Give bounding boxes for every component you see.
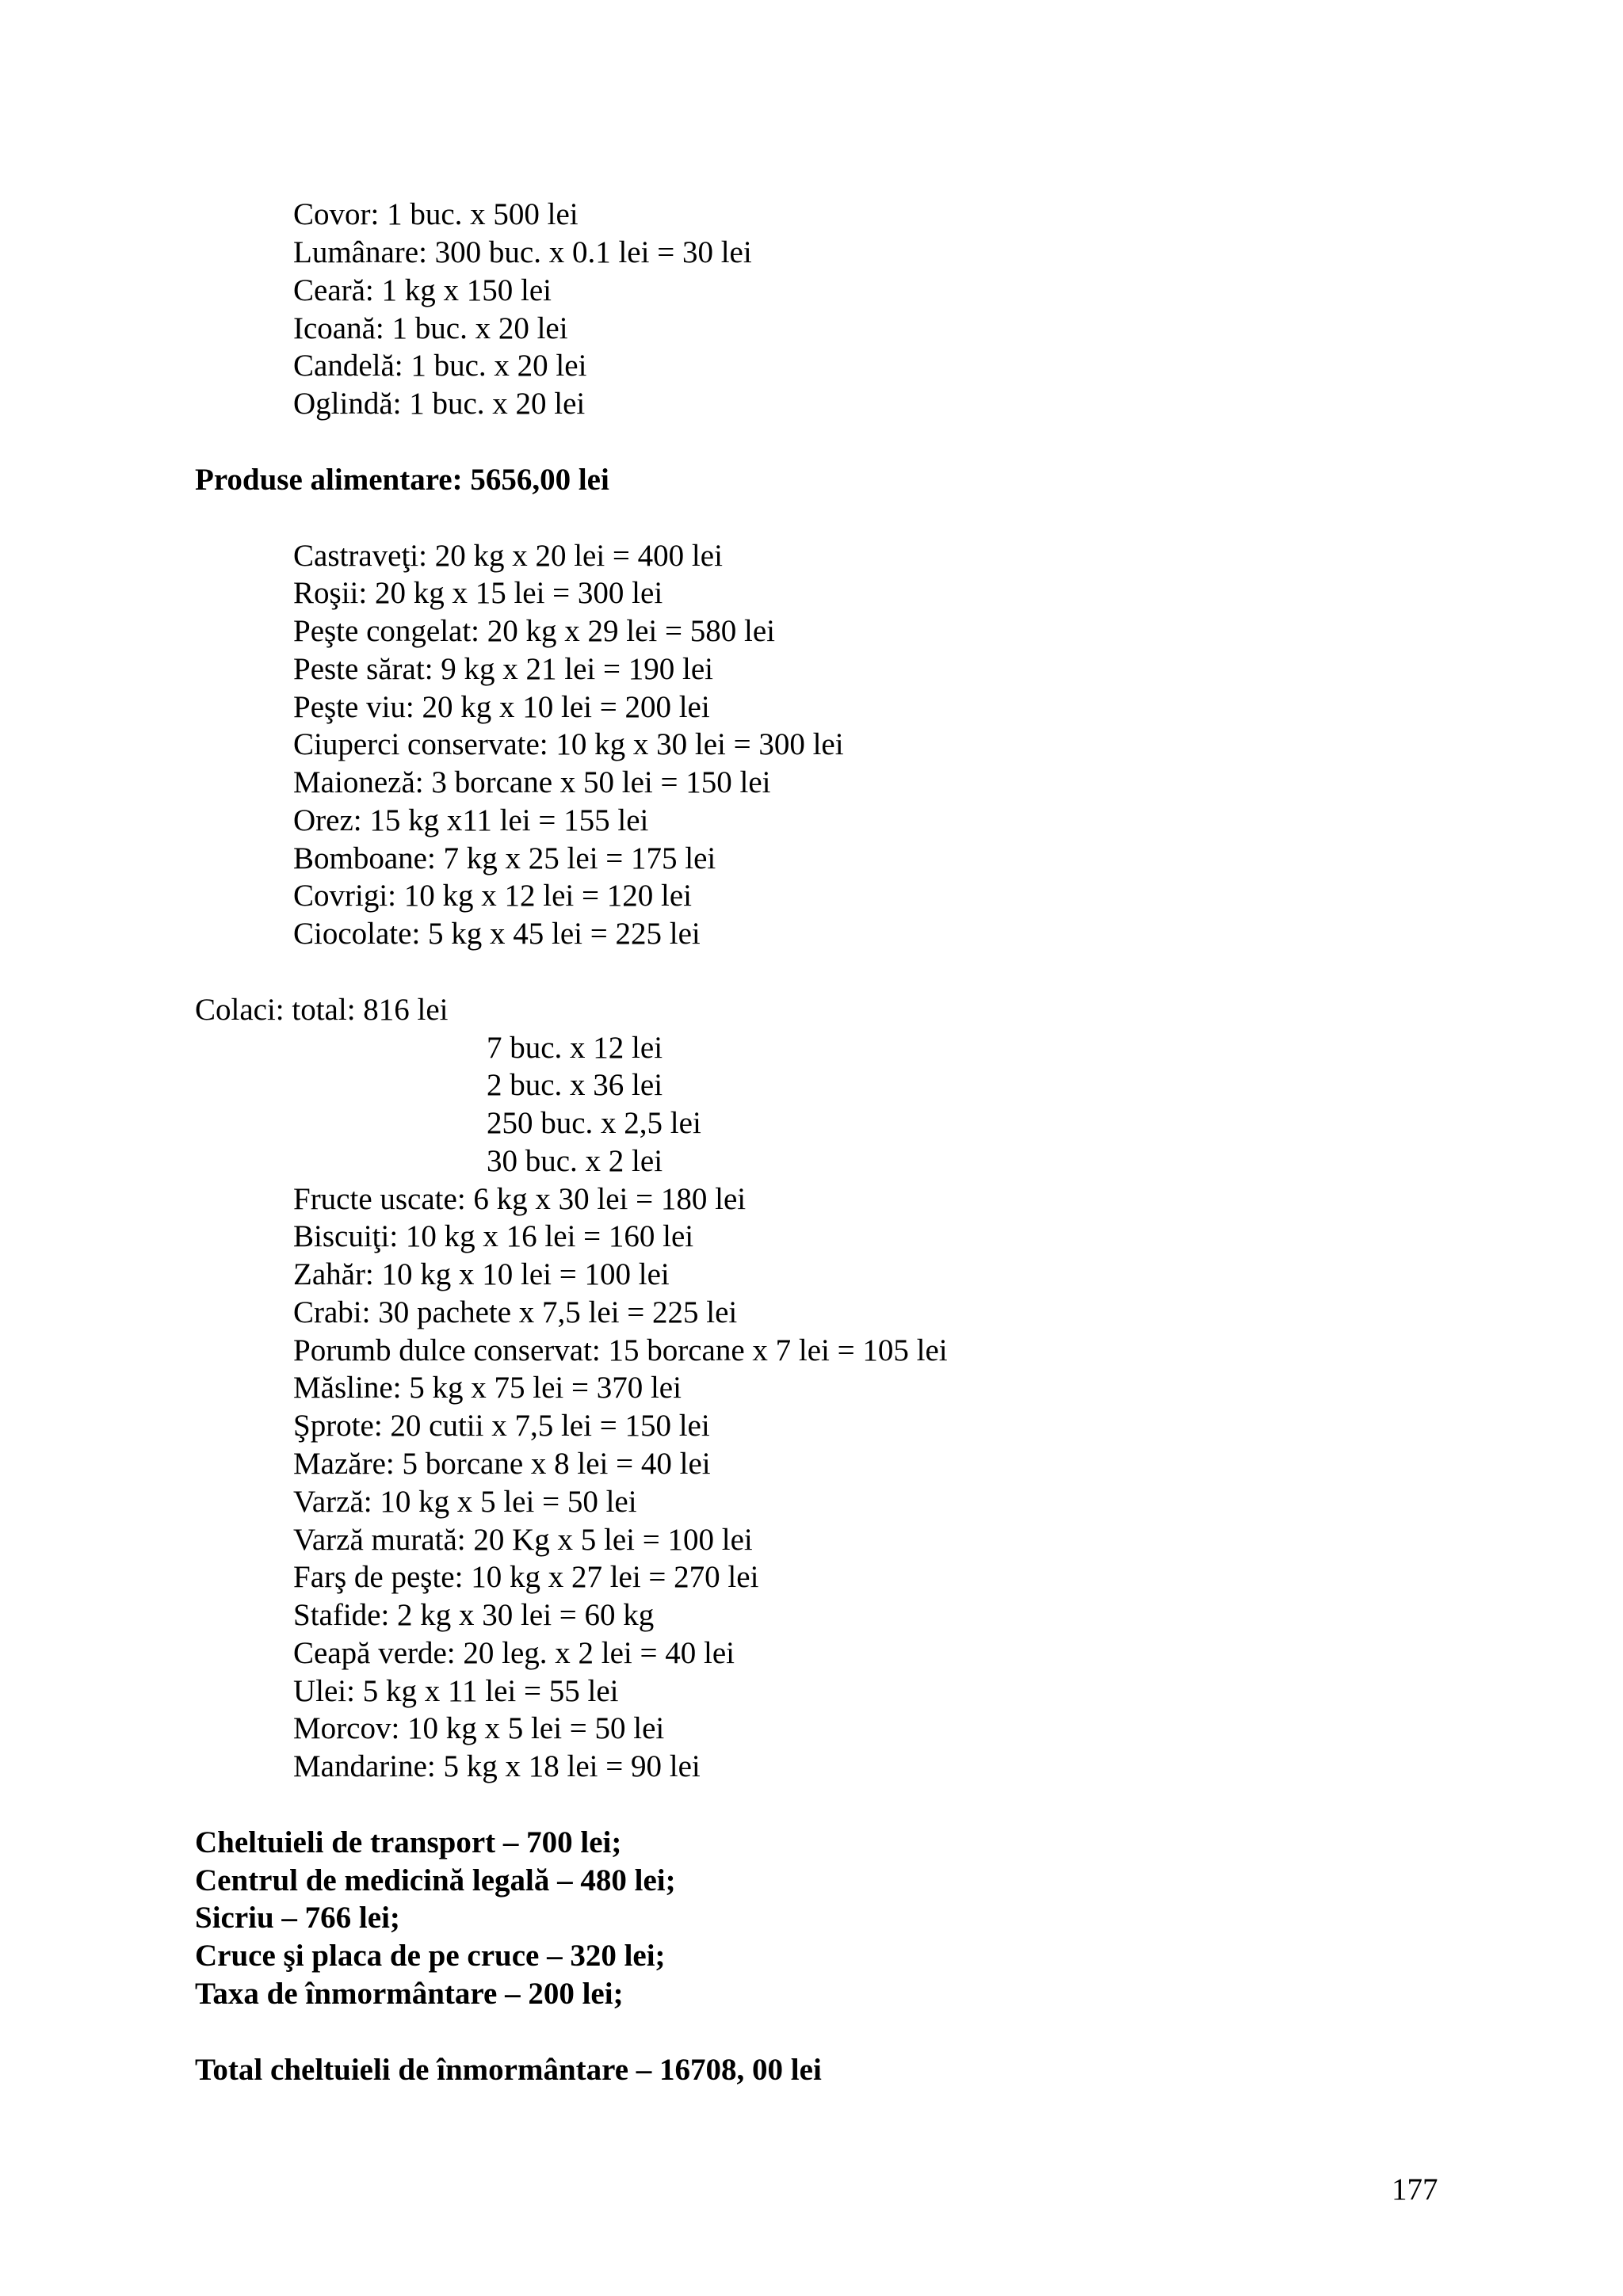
list-item: Bomboane: 7 kg x 25 lei = 175 lei	[293, 841, 716, 875]
section-heading-food: Produse alimentare: 5656,00 lei	[195, 463, 609, 497]
summary-item: Centrul de medicină legală – 480 lei;	[195, 1863, 676, 1897]
list-item: Roşii: 20 kg x 15 lei = 300 lei	[293, 576, 663, 610]
list-item: Ceară: 1 kg x 150 lei	[293, 273, 552, 307]
list-item: Castraveţi: 20 kg x 20 lei = 400 lei	[293, 539, 723, 573]
list-item: Morcov: 10 kg x 5 lei = 50 lei	[293, 1711, 665, 1745]
list-item: 30 buc. x 2 lei	[487, 1144, 663, 1178]
summary-item: Cheltuieli de transport – 700 lei;	[195, 1825, 622, 1859]
list-item: Candelă: 1 buc. x 20 lei	[293, 349, 587, 383]
summary-item: Cruce şi placa de pe cruce – 320 lei;	[195, 1939, 666, 1973]
list-item: Fructe uscate: 6 kg x 30 lei = 180 lei	[293, 1182, 747, 1216]
list-item: Covor: 1 buc. x 500 lei	[293, 197, 579, 231]
summary-item: Sicriu – 766 lei;	[195, 1901, 400, 1935]
list-item: Orez: 15 kg x11 lei = 155 lei	[293, 803, 649, 837]
list-item: Icoană: 1 buc. x 20 lei	[293, 311, 568, 345]
list-item: 7 buc. x 12 lei	[487, 1031, 663, 1065]
list-item: Ciuperci conservate: 10 kg x 30 lei = 300 lei	[293, 727, 844, 761]
list-item: 2 buc. x 36 lei	[487, 1068, 663, 1102]
list-item: Covrigi: 10 kg x 12 lei = 120 lei	[293, 879, 692, 913]
list-item: Maioneză: 3 borcane x 50 lei = 150 lei	[293, 765, 771, 799]
summary-item: Taxa de înmormântare – 200 lei;	[195, 1977, 624, 2011]
list-item: Mazăre: 5 borcane x 8 lei = 40 lei	[293, 1447, 711, 1481]
list-item: Varză murată: 20 Kg x 5 lei = 100 lei	[293, 1523, 753, 1557]
list-item: Peşte viu: 20 kg x 10 lei = 200 lei	[293, 690, 710, 724]
list-item: Lumânare: 300 buc. x 0.1 lei = 30 lei	[293, 235, 752, 269]
list-item: Mandarine: 5 kg x 18 lei = 90 lei	[293, 1749, 701, 1783]
colaci-heading: Colaci: total: 816 lei	[195, 993, 449, 1027]
list-item: Crabi: 30 pachete x 7,5 lei = 225 lei	[293, 1295, 738, 1329]
page-number: 177	[1392, 2172, 1438, 2206]
total-line: Total cheltuieli de înmormântare – 16708, 00 lei	[195, 2053, 822, 2087]
list-item: Şprote: 20 cutii x 7,5 lei = 150 lei	[293, 1409, 710, 1443]
list-item: Peşte congelat: 20 kg x 29 lei = 580 lei	[293, 614, 775, 648]
list-item: Peste sărat: 9 kg x 21 lei = 190 lei	[293, 652, 713, 686]
list-item: Stafide: 2 kg x 30 lei = 60 kg	[293, 1598, 655, 1632]
list-item: Biscuiţi: 10 kg x 16 lei = 160 lei	[293, 1219, 694, 1253]
list-item: Ciocolate: 5 kg x 45 lei = 225 lei	[293, 917, 701, 951]
list-item: 250 buc. x 2,5 lei	[487, 1106, 701, 1140]
list-item: Măsline: 5 kg x 75 lei = 370 lei	[293, 1371, 682, 1405]
list-item: Porumb dulce conservat: 15 borcane x 7 lei = 105 lei	[293, 1333, 948, 1367]
list-item: Farş de peşte: 10 kg x 27 lei = 270 lei	[293, 1560, 759, 1594]
list-item: Zahăr: 10 kg x 10 lei = 100 lei	[293, 1257, 670, 1291]
list-item: Ceapă verde: 20 leg. x 2 lei = 40 lei	[293, 1636, 735, 1670]
list-item: Oglindă: 1 buc. x 20 lei	[293, 387, 586, 421]
list-item: Varză: 10 kg x 5 lei = 50 lei	[293, 1485, 637, 1519]
list-item: Ulei: 5 kg x 11 lei = 55 lei	[293, 1674, 619, 1708]
